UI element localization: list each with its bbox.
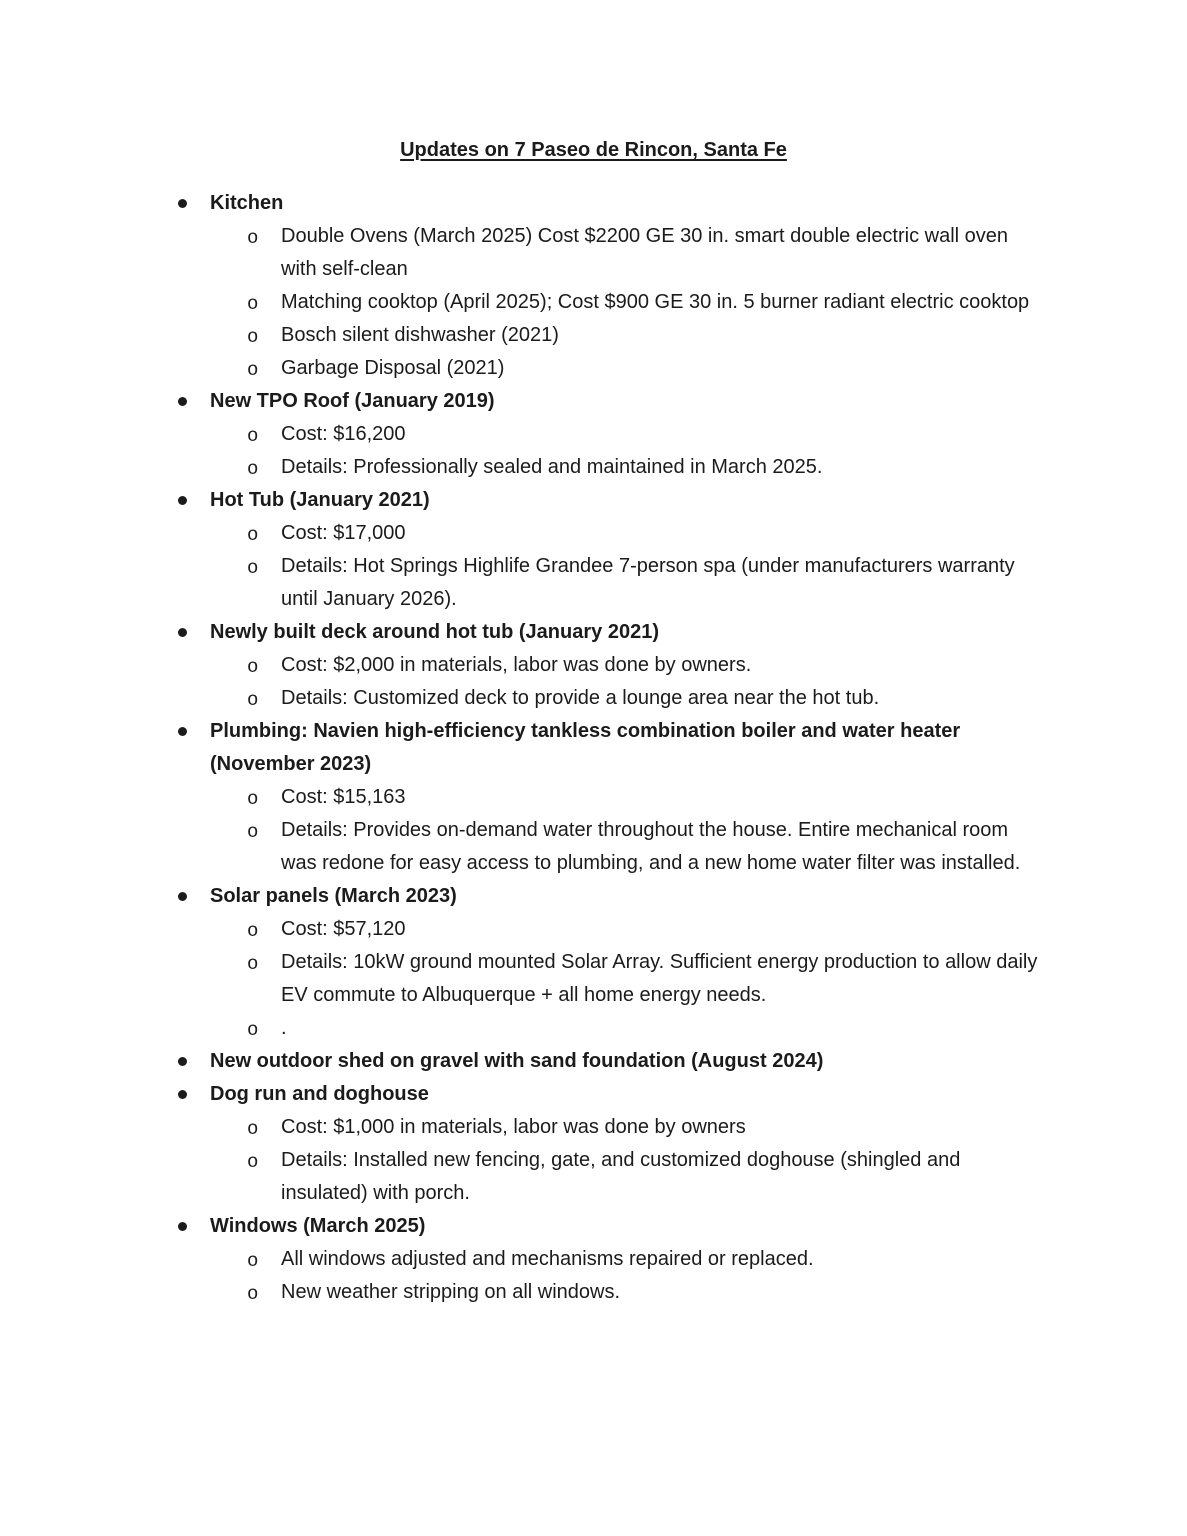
list-section xyxy=(0,187,1187,385)
bullet-icon xyxy=(178,199,187,208)
bullet-item-level2 xyxy=(0,352,1187,385)
list-section xyxy=(0,715,1187,880)
list-section xyxy=(0,484,1187,616)
bullet-item-level2 xyxy=(0,781,1187,814)
circle-bullet-icon: o xyxy=(247,920,259,942)
circle-bullet-icon: o xyxy=(247,821,259,843)
list-item-text: . xyxy=(281,1017,287,1039)
bullet-item-level2 xyxy=(0,649,1187,682)
bullet-icon xyxy=(178,727,187,736)
circle-bullet-icon: o xyxy=(247,1151,259,1173)
list-item-text: Details: Professionally sealed and maintained in March 2025. xyxy=(281,456,823,478)
document-body xyxy=(0,187,1187,1309)
circle-bullet-icon: o xyxy=(247,1283,259,1305)
bullet-icon xyxy=(178,1090,187,1099)
bullet-icon xyxy=(178,628,187,637)
bullet-item-level1 xyxy=(0,1045,1187,1078)
list-item-text: Matching cooktop (April 2025); Cost $900 GE 30 in. 5 burner radiant electric cooktop xyxy=(281,291,1030,313)
bullet-icon xyxy=(178,892,187,901)
circle-bullet-icon: o xyxy=(247,689,259,711)
list-item-text: Details: 10kW ground mounted Solar Array. Sufficient energy production to allow daily EV commute to Albuquerque + all home energy needs. xyxy=(281,951,1038,1006)
bullet-item-level2 xyxy=(0,1144,1187,1210)
bullet-icon xyxy=(178,496,187,505)
list-item-text: Details: Provides on-demand water throughout the house. Entire mechanical room was redone for easy access to plumbing, and a new home water filter was installed. xyxy=(281,819,1021,874)
section-heading: Kitchen xyxy=(210,192,284,214)
section-heading: Dog run and doghouse xyxy=(210,1083,429,1105)
bullet-item-level2 xyxy=(0,1243,1187,1276)
bullet-item-level2 xyxy=(0,418,1187,451)
list-item-text: Cost: $16,200 xyxy=(281,423,406,445)
bullet-item-level1 xyxy=(0,616,1187,649)
list-item-text: Details: Hot Springs Highlife Grandee 7-person spa (under manufacturers warranty until January 2026). xyxy=(281,555,1015,610)
circle-bullet-icon: o xyxy=(247,524,259,546)
bullet-icon xyxy=(178,1222,187,1231)
section-heading: Solar panels (March 2023) xyxy=(210,885,457,907)
circle-bullet-icon: o xyxy=(247,425,259,447)
section-heading: New outdoor shed on gravel with sand foundation (August 2024) xyxy=(210,1050,824,1072)
circle-bullet-icon: o xyxy=(247,1019,259,1041)
circle-bullet-icon: o xyxy=(247,1118,259,1140)
list-item-text: Cost: $15,163 xyxy=(281,786,406,808)
bullet-item-level2 xyxy=(0,319,1187,352)
list-item-text: Cost: $1,000 in materials, labor was done by owners xyxy=(281,1116,746,1138)
document-title: Updates on 7 Paseo de Rincon, Santa Fe xyxy=(400,139,787,161)
bullet-item-level1 xyxy=(0,1078,1187,1111)
section-heading: Plumbing: Navien high-efficiency tankless combination boiler and water heater (November 2023) xyxy=(210,720,961,775)
bullet-item-level2 xyxy=(0,286,1187,319)
circle-bullet-icon: o xyxy=(247,788,259,810)
section-heading: New TPO Roof (January 2019) xyxy=(210,390,495,412)
list-item-text: Cost: $57,120 xyxy=(281,918,406,940)
bullet-item-level2 xyxy=(0,1111,1187,1144)
circle-bullet-icon: o xyxy=(247,557,259,579)
list-item-text: Bosch silent dishwasher (2021) xyxy=(281,324,559,346)
section-heading: Windows (March 2025) xyxy=(210,1215,426,1237)
list-item-text: Cost: $2,000 in materials, labor was done by owners. xyxy=(281,654,752,676)
bullet-item-level2 xyxy=(0,682,1187,715)
circle-bullet-icon: o xyxy=(247,953,259,975)
list-item-text: Cost: $17,000 xyxy=(281,522,406,544)
list-item-text: Double Ovens (March 2025) Cost $2200 GE 30 in. smart double electric wall oven with self-clean xyxy=(281,225,1009,280)
bullet-item-level2 xyxy=(0,220,1187,286)
list-section xyxy=(0,1078,1187,1210)
list-section xyxy=(0,880,1187,1045)
list-item-text: New weather stripping on all windows. xyxy=(281,1281,621,1303)
circle-bullet-icon: o xyxy=(247,1250,259,1272)
list-section xyxy=(0,616,1187,715)
bullet-icon xyxy=(178,1057,187,1066)
list-section xyxy=(0,385,1187,484)
bullet-item-level1 xyxy=(0,385,1187,418)
bullet-item-level1 xyxy=(0,484,1187,517)
circle-bullet-icon: o xyxy=(247,293,259,315)
bullet-item-level2 xyxy=(0,517,1187,550)
bullet-item-level2 xyxy=(0,1012,1187,1045)
bullet-item-level2 xyxy=(0,946,1187,1012)
bullet-item-level1 xyxy=(0,1210,1187,1243)
circle-bullet-icon: o xyxy=(247,227,259,249)
bullet-item-level1 xyxy=(0,880,1187,913)
section-heading: Hot Tub (January 2021) xyxy=(210,489,430,511)
bullet-item-level2 xyxy=(0,913,1187,946)
circle-bullet-icon: o xyxy=(247,359,259,381)
circle-bullet-icon: o xyxy=(247,656,259,678)
list-section xyxy=(0,1045,1187,1078)
circle-bullet-icon: o xyxy=(247,458,259,480)
bullet-item-level2 xyxy=(0,451,1187,484)
bullet-item-level2 xyxy=(0,550,1187,616)
bullet-item-level2 xyxy=(0,814,1187,880)
bullet-item-level1 xyxy=(0,715,1187,781)
circle-bullet-icon: o xyxy=(247,326,259,348)
bullet-item-level2 xyxy=(0,1276,1187,1309)
bullet-item-level1 xyxy=(0,187,1187,220)
list-item-text: Garbage Disposal (2021) xyxy=(281,357,505,379)
bullet-icon xyxy=(178,397,187,406)
list-item-text: All windows adjusted and mechanisms repaired or replaced. xyxy=(281,1248,814,1270)
section-heading: Newly built deck around hot tub (January 2021) xyxy=(210,621,659,643)
list-section xyxy=(0,1210,1187,1309)
list-item-text: Details: Customized deck to provide a lounge area near the hot tub. xyxy=(281,687,880,709)
list-item-text: Details: Installed new fencing, gate, and customized doghouse (shingled and insulated) with porch. xyxy=(281,1149,961,1204)
